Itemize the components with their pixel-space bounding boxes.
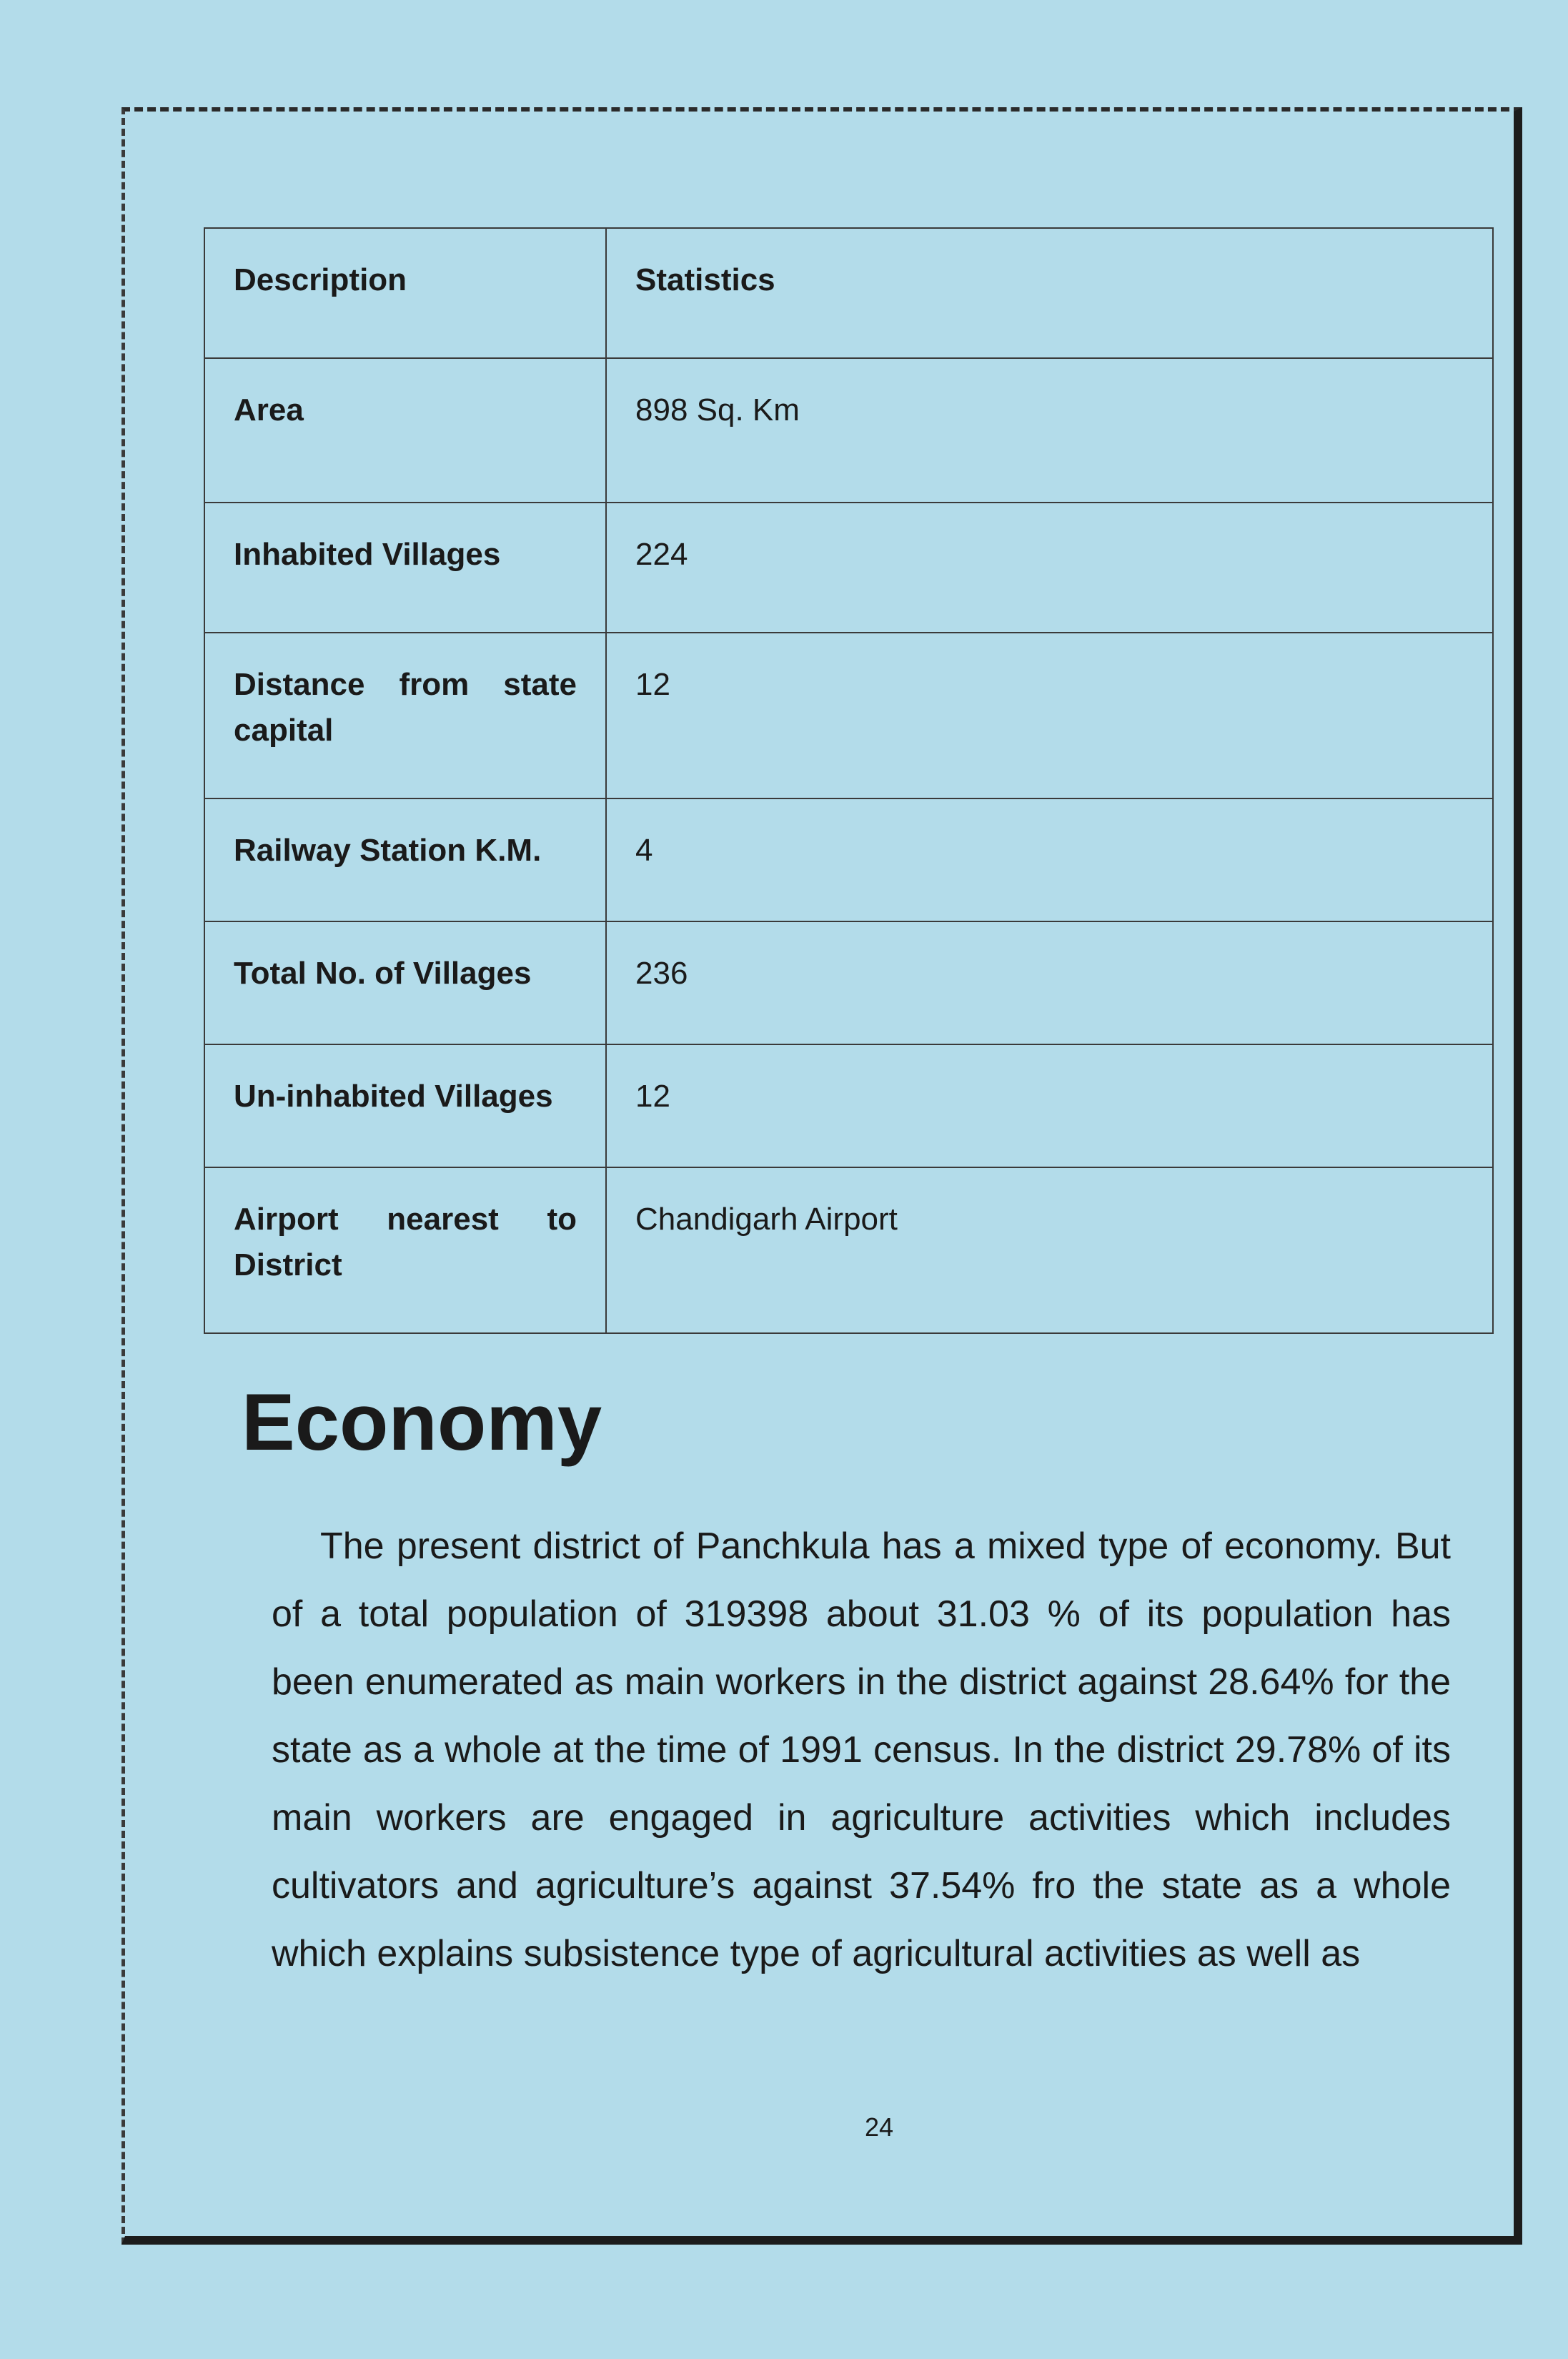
column-header-description: Description	[204, 228, 606, 358]
row-statistic: 224	[606, 503, 1493, 633]
row-statistic: 898 Sq. Km	[606, 358, 1493, 503]
row-statistic: 12	[606, 1044, 1493, 1167]
row-statistic: Chandigarh Airport	[606, 1167, 1493, 1333]
table-row	[204, 503, 1493, 633]
table-row	[204, 921, 1493, 1044]
row-statistic: 236	[606, 921, 1493, 1044]
row-description: Distance from state capital	[204, 633, 606, 798]
statistics-table	[204, 227, 1494, 1334]
row-description: Un-inhabited Villages	[204, 1044, 606, 1167]
section-heading: Economy	[242, 1378, 602, 1467]
row-description: Airport nearest to District	[204, 1167, 606, 1333]
section-paragraph: The present district of Panchkula has a mixed type of economy. But of a total population of 319398 about 31.03 % of its population has been enumerated as main workers in the district against 28.64% for the state as a whole at the time of 1991 census. In the district 29.78% of its main workers are engaged in agriculture activities which includes cultivators and agriculture’s against 37.54% fro the state as a whole which explains subsistence type of agricultural activities as well as	[272, 1525, 1451, 1974]
table-row	[204, 1044, 1493, 1167]
row-statistic: 12	[606, 633, 1493, 798]
table-row	[204, 633, 1493, 798]
row-statistic: 4	[606, 798, 1493, 921]
table-row	[204, 1167, 1493, 1333]
page-number: 24	[864, 2112, 894, 2142]
row-description: Total No. of Villages	[204, 921, 606, 1044]
row-description: Area	[204, 358, 606, 503]
row-description: Railway Station K.M.	[204, 798, 606, 921]
table-row	[204, 358, 1493, 503]
column-header-statistics: Statistics	[606, 228, 1493, 358]
table-row	[204, 798, 1493, 921]
table-header-row	[204, 228, 1493, 358]
row-description: Inhabited Villages	[204, 503, 606, 633]
